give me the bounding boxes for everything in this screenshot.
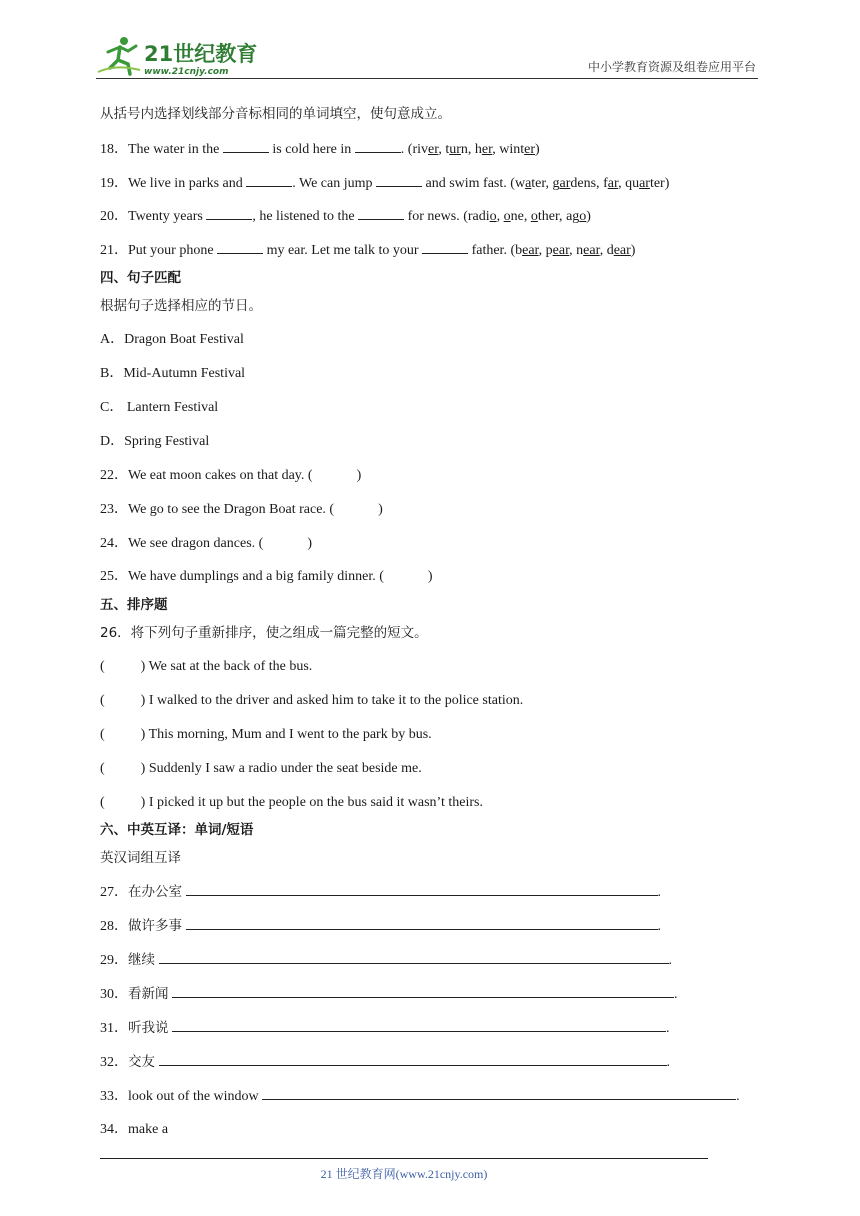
option-b: B．Mid-Autumn Festival [100,366,246,381]
question-20: 20．Twenty years , he listened to the for news. (radio, one, other, ago) [100,209,591,224]
answer-blank[interactable] [206,207,252,220]
translation-item: 28．做许多事 . [100,918,661,934]
order-item: ( ) I walked to the driver and asked him to take it to the police station. [100,693,524,708]
section4-title: 四、句子匹配 [100,270,181,286]
answer-line[interactable] [186,883,658,896]
order-item: ( ) I picked it up but the people on the bus said it wasn’t theirs. [100,795,483,810]
question-24: 24．We see dragon dances. ( ) [100,536,312,551]
answer-line[interactable] [262,1087,736,1100]
answer-line[interactable] [159,1053,667,1066]
order-item: ( ) We sat at the back of the bus. [100,659,313,674]
option-a: A．Dragon Boat Festival [100,332,244,347]
answer-blank[interactable] [358,207,404,220]
question-21: 21．Put your phone my ear. Let me talk to your father. (bear, pear, near, dear) [100,243,636,258]
answer-line[interactable] [172,1019,666,1032]
page-header [96,34,758,79]
order-item: ( ) This morning, Mum and I went to the park by bus. [100,727,432,742]
question-23: 23．We go to see the Dragon Boat race. ( ) [100,502,383,517]
platform-name: 中小学教育资源及组卷应用平台 [587,60,756,74]
logo-url: www.21cnjy.com [144,67,229,77]
answer-line[interactable] [172,985,674,998]
question-19: 19．We live in parks and . We can jump and swim fast. (water, gardens, far, quarter) [100,176,670,191]
answer-blank[interactable] [223,140,269,153]
answer-blank[interactable] [355,140,401,153]
footer-text: 21 世纪教育网(www.21cnjy.com) [320,1167,488,1181]
option-d: D．Spring Festival [100,434,210,449]
order-item: ( ) Suddenly I saw a radio under the seat beside me. [100,761,422,776]
translation-item: 33．look out of the window . [100,1089,740,1104]
option-c: C． Lantern Festival [100,400,219,415]
question-18: 18．The water in the is cold here in . (river, turn, her, winter) [100,142,540,157]
translation-item: 29．继续 . [100,952,672,968]
translation-item: 27．在办公室 . [100,884,661,900]
answer-line[interactable] [186,917,658,930]
site-logo [96,34,266,78]
logo-text: 21世纪教育 [144,42,258,66]
answer-blank[interactable] [246,174,292,187]
section6-title: 六、中英互译：单词/短语 [100,822,254,838]
answer-blank[interactable] [217,241,263,254]
translation-item: 34．make a [100,1122,169,1137]
section5-title: 五、排序题 [100,597,168,613]
section4-instruction: 根据句子选择相应的节日。 [100,298,262,314]
answer-blank[interactable] [376,174,422,187]
translation-item: 30．看新闻 . [100,986,678,1002]
question-22: 22．We eat moon cakes on that day. ( ) [100,468,362,483]
answer-blank[interactable] [422,241,468,254]
translation-item: 31．听我说 . [100,1020,670,1036]
translation-item: 32．交友 . [100,1054,670,1070]
footer-divider [100,1158,708,1159]
section3-instruction: 从括号内选择划线部分音标相同的单词填空，使句意成立。 [100,106,451,122]
section6-instruction: 英汉词组互译 [100,850,181,866]
runner-icon [98,37,140,74]
section5-instruction: 26．将下列句子重新排序，使之组成一篇完整的短文。 [100,625,428,641]
question-25: 25．We have dumplings and a big family dinner. ( ) [100,569,433,584]
answer-line[interactable] [159,951,669,964]
